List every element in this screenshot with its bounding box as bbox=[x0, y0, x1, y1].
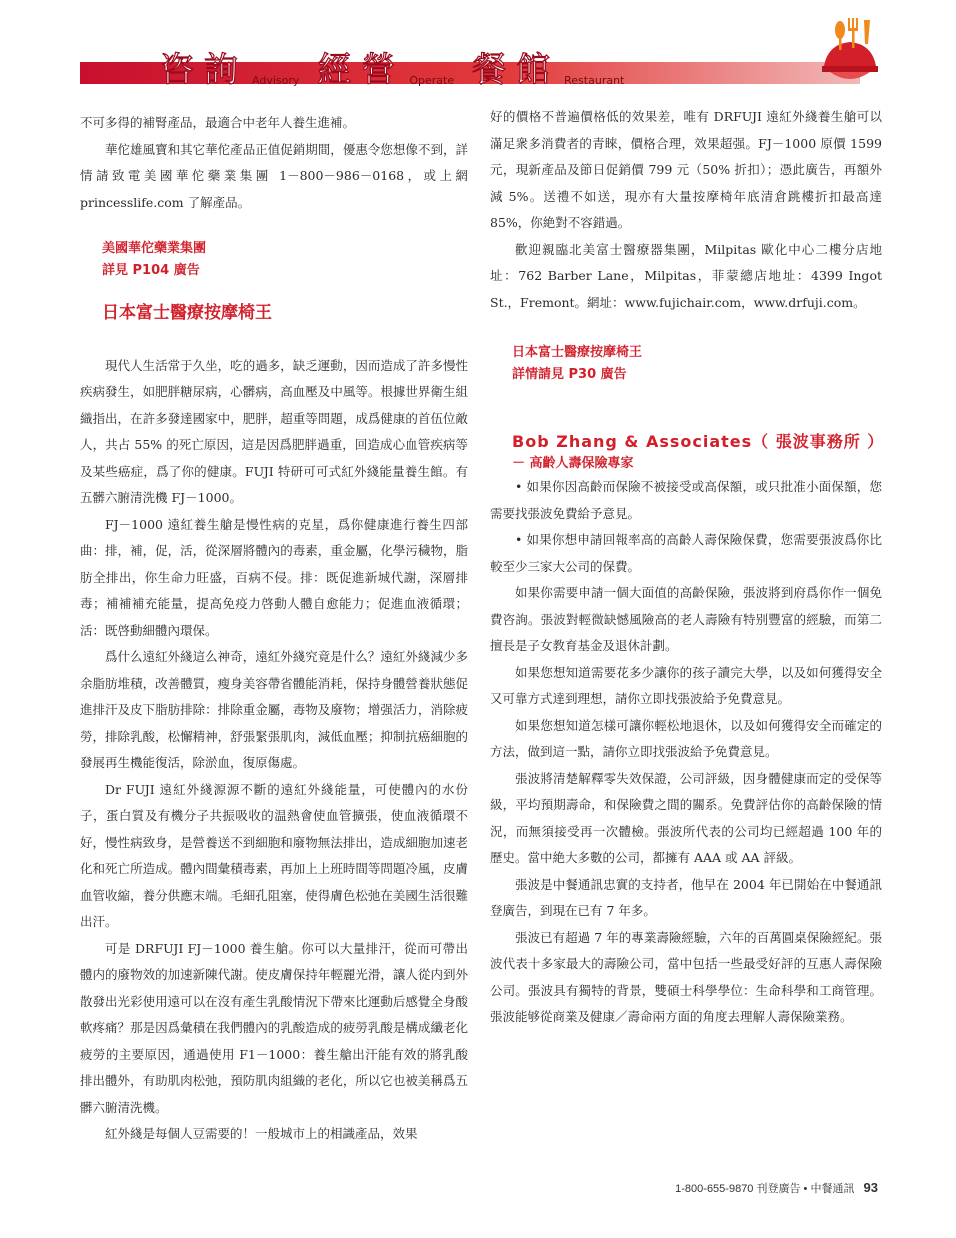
header-en-operate: Operate bbox=[409, 74, 455, 87]
ad-ref-fuji-page: 詳情請見 P30 廣告 bbox=[512, 367, 627, 382]
header-zh-advisory: 咨詢 bbox=[160, 50, 248, 90]
ad-ref-fuji: 日本富士醫療按摩椅王 bbox=[512, 345, 643, 360]
paragraph: 現代人生活常于久坐，吃的過多，缺乏運動，因而造成了許多慢性疾病發生，如肥胖糖尿病，心髒病，高血壓及中風等。根據世界衛生組織指出，在許多發達國家中，肥胖，超重等問題，成爲健康的首伍位敵人，共占 55% 的死亡原因，這是因爲肥胖過重，回造成心血管疾病等及某些癌症，爲了你的健康。FUJI 特研可可式紅外綫能量養生館。有五髒六腑清洗機 FJ－1000。 bbox=[80, 357, 468, 505]
ad-ref-huatuo: 美國華佗藥業集團 bbox=[102, 241, 207, 256]
paragraph: FJ－1000 遠紅養生艙是慢性病的克星，爲你健康進行養生四部曲：排，補，促，活，從深層將體內的毒素，重金屬，化學污穢物，脂肪全排出，你生命力旺盛，百病不侵。排：既促進新城代謝，深層排毒；補補補充能量，提高免疫力啓動人體自愈能力；促進血液循環；活：既啓動細體內環保。 bbox=[80, 516, 468, 638]
ad-ref-huatuo-page: 詳見 P104 廣告 bbox=[102, 263, 200, 278]
paragraph: 如果你需要申請一個大面值的高齡保險，張波將到府爲你作一個免費咨詢。張波對輕微缺憾風險高的老人壽險有特别豐富的經驗，而第二擅長是子女教育基金及退休計劃。 bbox=[490, 585, 882, 653]
bullet-paragraph: • 如果你想申請回報率高的高齡人壽保險保費，您需要張波爲你比較至少三家大公司的保費。 bbox=[490, 532, 882, 574]
article-title-bob-zhang: Bob Zhang & Associates（ 張波事務所 ） bbox=[512, 432, 885, 451]
paragraph: 華佗雄風寶和其它華佗產品正值促銷期間，優惠令您想像不到，詳情請致電美國華佗藥業集團 1－800－986－0168，或上網 princesslife.com 了解產品。 bbox=[80, 141, 468, 210]
bullet-paragraph: • 如果你因高齡而保險不被接受或高保額，或只批准小面保額，您需要找張波免費給予意見。 bbox=[490, 479, 882, 521]
footer-phone: 1-800-655-9870 bbox=[675, 1183, 754, 1195]
article-subtitle: － 高齡人壽保險專家 bbox=[512, 456, 634, 471]
section-header bbox=[160, 44, 642, 88]
right-column bbox=[490, 104, 885, 1031]
utensils-cloche-icon bbox=[820, 14, 880, 86]
paragraph: 如果您想知道怎樣可讓你輕松地退休，以及如何獲得安全而確定的方法，做到這一點，請你立即找張波給予免費意見。 bbox=[490, 717, 882, 759]
header-zh-restaurant: 餐館 bbox=[472, 50, 561, 90]
paragraph: 不可多得的補腎產品，最適合中老年人養生進補。 bbox=[80, 115, 356, 130]
header-zh-operate: 經營 bbox=[317, 50, 406, 90]
paragraph: 張波是中餐通訊忠實的支持者，他早在 2004 年已開始在中餐通訊登廣告，到現在已有 7 年多。 bbox=[490, 876, 882, 918]
paragraph: 歡迎親臨北美富士醫療器集團，Milpitas 歐化中心二樓分店地址：762 Barber Lane，Milpitas，菲蒙總店地址：4399 Ingot St.，Fremont。網址：www.fujichair.com，www.drfuji.com。 bbox=[490, 241, 882, 310]
footer-label: 刊登廣告 • 中餐通訊 bbox=[756, 1183, 855, 1195]
paragraph: 可是 DRFUJI FJ－1000 養生艙。你可以大量排汗，從而可帶出體内的廢物效的加速新陳代謝。使皮膚保持年輕麗光滑，讓人從内到外散發出光彩使用遠可以在沒有產生乳酸情況下帶來比運動后感覺全身酸軟疼痛？那是因爲彙積在我們體內的乳酸造成的疲勞乳酸是構成纖老化疲勞的主要原因，通過使用 F1－1000：養生艙出汗能有效的將乳酸排出體外，有助肌肉松弛，預防肌肉組織的老化，所以它也被美稱爲五髒六腑清洗機。 bbox=[80, 940, 468, 1115]
page-number: 93 bbox=[863, 1180, 878, 1195]
article-title-fuji: 日本富士醫療按摩椅王 bbox=[102, 303, 272, 323]
header-en-advisory: Advisory bbox=[252, 74, 300, 87]
paragraph: Dr FUJI 遠紅外綫源源不斷的遠紅外綫能量，可使體內的水份子，蛋白質及有機分子共振吸收的温熱會使血管擴張，使血液循環不好，慢性病致身，是營養送不到細胞和廢物無法排出，造成細胞加速老化和死亡所造成。體內間彙積毒素，再加上上班時間等問題冷風，皮膚血管收縮，養分供應末端。毛細孔阻塞，使得膚色松弛在美國生活很難出汗。 bbox=[80, 781, 468, 929]
paragraph: 如果您想知道需要花多少讓你的孩子讀完大學，以及如何獲得安全又可靠方式達到理想，請你立即找張波給予免費意見。 bbox=[490, 664, 882, 706]
page-footer bbox=[656, 1180, 878, 1196]
paragraph: 爲什么遠紅外綫這么神奇，遠紅外綫究竟是什么？遠紅外綫減少多余脂肪堆積，改善體質，瘦身美容帶省體能消耗，保持身體營養狀態促進排汗及皮下脂肪排除：排除重金屬，毒物及廢物；增强活力，消除疲勞，排除乳酸，松懈精神，舒張緊張肌肉，減低血壓；抑制抗癌細胞的發展再生機能復活，除淤血，復原傷處。 bbox=[80, 649, 468, 770]
paragraph: 紅外綫是每個人豆需要的！一般城市上的相識產品，效果 bbox=[105, 1126, 418, 1141]
left-column bbox=[80, 110, 468, 1148]
paragraph: 張波將清楚解釋零失效保證，公司評級，因身體健康而定的受保等級，平均預期壽命，和保險費之間的關系。免費評估你的高齡保險的情況，而無須接受再一次體檢。張波所代表的公司均已經超過 100 年的歷史。當中絶大多數的公司，都擁有 AAA 或 AA 評級。 bbox=[490, 770, 882, 865]
header-en-restaurant: Restaurant bbox=[564, 74, 625, 87]
paragraph: 好的價格不普遍價格低的效果差，唯有 DRFUJI 遠紅外綫養生艙可以滿足衆多消費者的青睞，價格合理，效果超强。FJ－1000 原價 1599 元，現新產品及節日促銷價 799 元（50% 折扣）；憑此廣告，再額外減 5%。送禮不如送，現亦有大量按摩椅年底清倉跳樓折扣最高達 85%，你絶對不容錯過。 bbox=[490, 109, 882, 230]
paragraph: 張波已有超過 7 年的專業壽險經驗，六年的百萬圓桌保險經紀。張波代表十多家最大的壽險公司，當中包括一些最受好評的互惠人壽保險公司。張波具有獨特的背景，雙碩士科學學位：生命科學和工商管理。張波能够從商業及健康／壽命兩方面的角度去理解人壽保險業務。 bbox=[490, 929, 882, 1024]
